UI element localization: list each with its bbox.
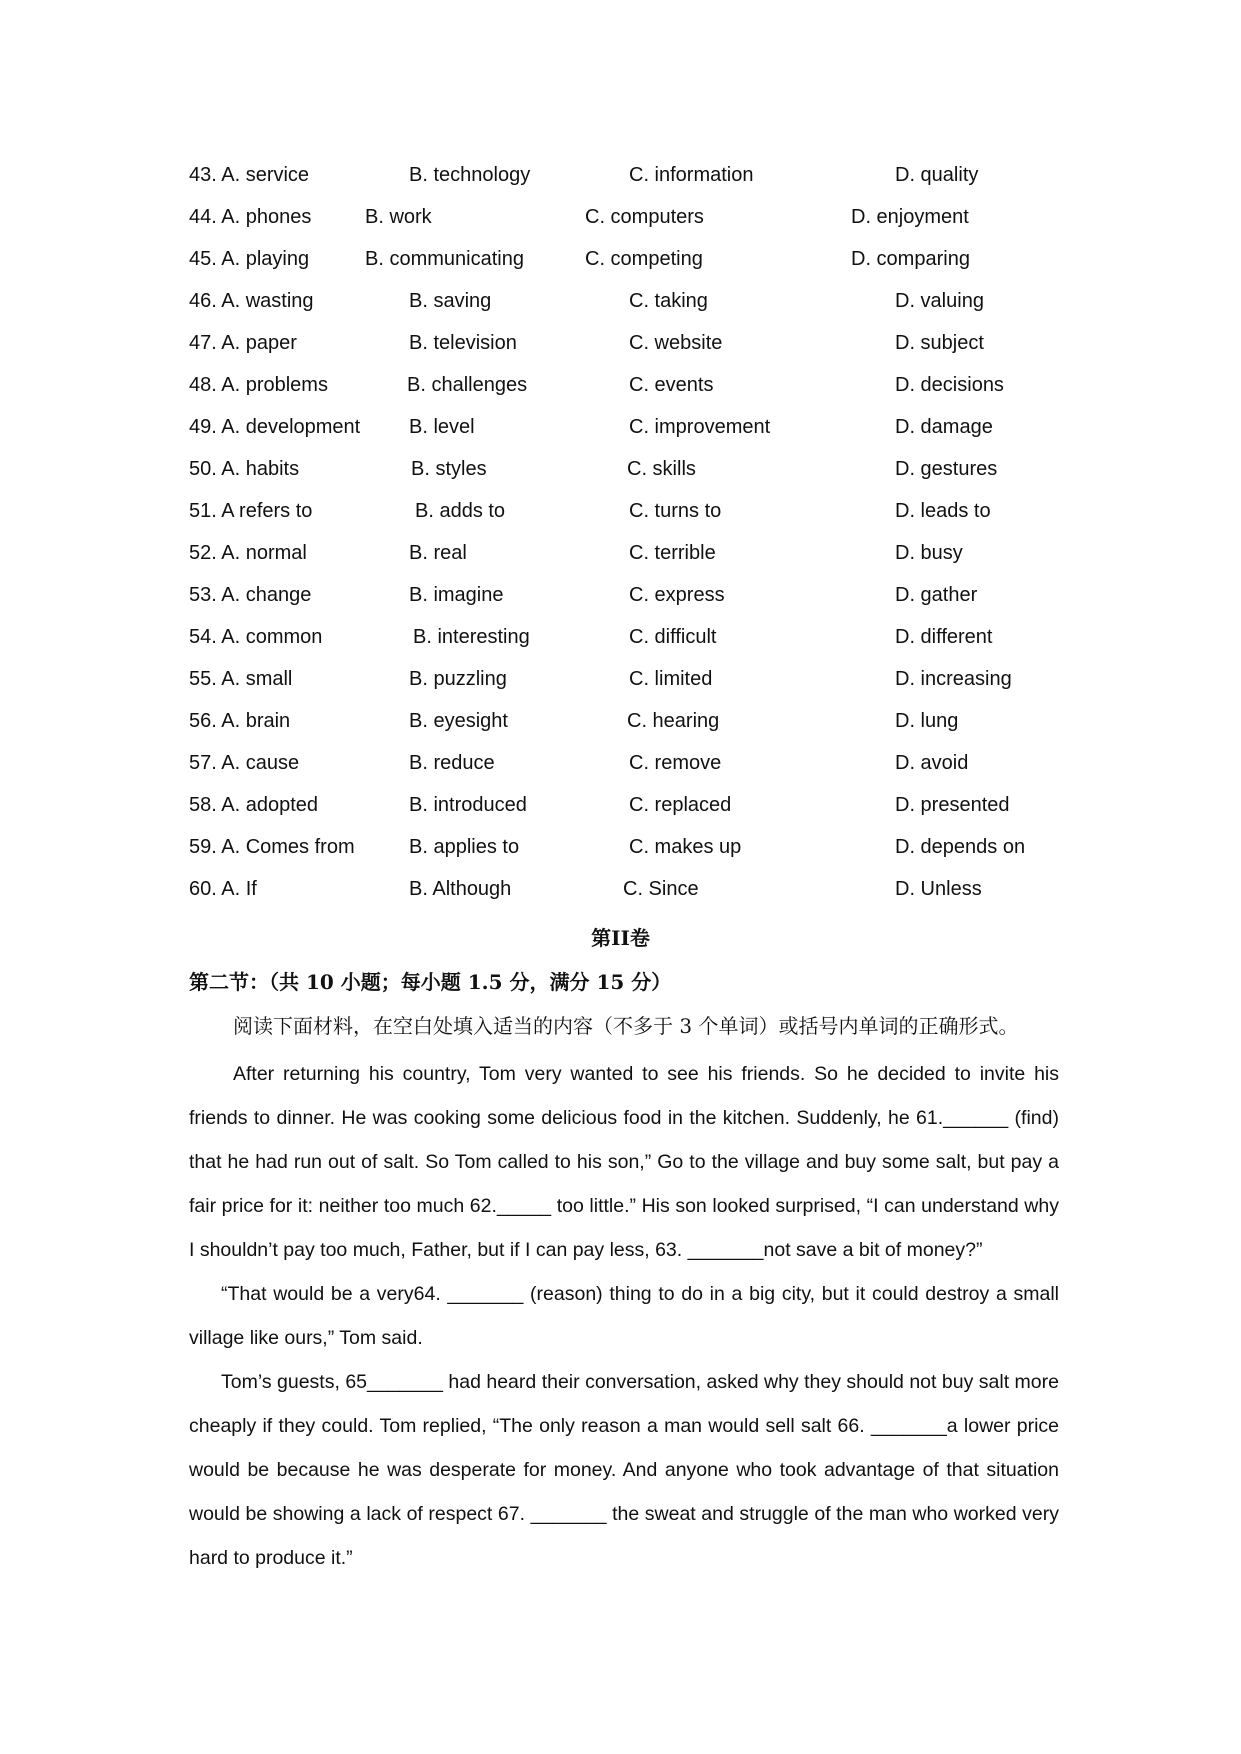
question-option-a: 43. A. service	[189, 164, 310, 186]
choice-row	[189, 667, 1089, 709]
question-option-a: 45. A. playing	[189, 248, 310, 270]
section-subtitle: 第二节：（共 10 小题；每小题 1.5 分，满分 15 分）	[189, 970, 672, 994]
passage-paragraph-1: After returning his country, Tom very wanted to see his friends. So he decided to invite his friends to dinner. He was cooking some delicious food in the kitchen. Suddenly, he 61.______ (find) that he had run out of salt. So Tom called to his son,” Go to the village and buy some salt, but pay a fair price for it: neither too much 62._____ too little.” His son looked surprised, “I can understand why I shouldn’t pay too much, Father, but if I can pay less, 63. _______not save a bit of money?”	[189, 1063, 1059, 1261]
option-c: C. difficult	[629, 626, 717, 648]
option-b: B. saving	[409, 290, 492, 312]
option-c: C. website	[629, 332, 723, 354]
option-d: D. quality	[895, 164, 979, 186]
question-option-a: 60. A. If	[189, 878, 257, 900]
option-b: B. technology	[409, 164, 531, 186]
option-c: C. skills	[627, 458, 696, 480]
choice-row	[189, 793, 1089, 835]
option-c: C. remove	[629, 752, 722, 774]
choice-row	[189, 541, 1089, 583]
question-option-a: 56. A. brain	[189, 710, 291, 732]
question-option-a: 49. A. development	[189, 416, 361, 438]
choice-row	[189, 415, 1089, 457]
choice-row	[189, 457, 1089, 499]
option-c: C. hearing	[627, 710, 720, 732]
option-d: D. lung	[895, 710, 959, 732]
choice-row	[189, 289, 1089, 331]
option-d: D. valuing	[895, 290, 984, 312]
choice-row	[189, 625, 1089, 667]
choice-row	[189, 751, 1089, 793]
option-d: D. enjoyment	[851, 206, 969, 228]
option-d: D. avoid	[895, 752, 969, 774]
option-b: B. communicating	[365, 248, 524, 270]
question-option-a: 59. A. Comes from	[189, 836, 355, 858]
option-c: C. replaced	[629, 794, 732, 816]
option-b: B. challenges	[407, 374, 528, 396]
question-option-a: 54. A. common	[189, 626, 323, 648]
option-c: C. limited	[629, 668, 713, 690]
option-b: B. real	[409, 542, 467, 564]
option-b: B. applies to	[409, 836, 520, 858]
option-b: B. Although	[409, 878, 512, 900]
choice-row	[189, 835, 1089, 877]
choice-row	[189, 331, 1089, 373]
option-c: C. events	[629, 374, 714, 396]
option-b: B. reduce	[409, 752, 495, 774]
option-b: B. work	[365, 206, 432, 228]
option-d: D. different	[895, 626, 993, 648]
question-option-a: 53. A. change	[189, 584, 312, 606]
option-c: C. terrible	[629, 542, 716, 564]
option-d: D. busy	[895, 542, 963, 564]
option-b: B. puzzling	[409, 668, 507, 690]
option-c: C. Since	[623, 878, 699, 900]
option-c: C. turns to	[629, 500, 722, 522]
option-d: D. subject	[895, 332, 984, 354]
choice-row	[189, 583, 1089, 625]
option-b: B. interesting	[413, 626, 530, 648]
question-option-a: 57. A. cause	[189, 752, 300, 774]
choice-row	[189, 163, 1089, 205]
answer-choices	[189, 163, 1089, 919]
option-b: B. level	[409, 416, 475, 438]
option-b: B. television	[409, 332, 517, 354]
option-c: C. makes up	[629, 836, 742, 858]
question-option-a: 51. A refers to	[189, 500, 313, 522]
option-b: B. imagine	[409, 584, 504, 606]
choice-row	[189, 247, 1089, 289]
option-d: D. gestures	[895, 458, 998, 480]
option-b: B. styles	[411, 458, 487, 480]
option-c: C. taking	[629, 290, 708, 312]
section-instruction: 阅读下面材料，在空白处填入适当的内容（不多于 3 个单词）或括号内单词的正确形式。	[233, 1014, 1019, 1038]
passage-paragraph-3: Tom’s guests, 65_______ had heard their conversation, asked why they should not buy salt more cheaply if they could. Tom replied, “The only reason a man would sell salt 66. _______a lower price would be because he was desperate for money. And anyone who took advantage of that situation would be showing a lack of respect 67. _______ the sweat and struggle of the man who worked very hard to produce it.”	[189, 1371, 1059, 1569]
option-d: D. increasing	[895, 668, 1012, 690]
option-d: D. leads to	[895, 500, 991, 522]
question-option-a: 52. A. normal	[189, 542, 307, 564]
option-c: C. competing	[585, 248, 703, 270]
option-c: C. improvement	[629, 416, 771, 438]
question-option-a: 50. A. habits	[189, 458, 300, 480]
question-option-a: 46. A. wasting	[189, 290, 314, 312]
question-option-a: 55. A. small	[189, 668, 293, 690]
option-b: B. introduced	[409, 794, 527, 816]
option-d: D. decisions	[895, 374, 1004, 396]
choice-row	[189, 205, 1089, 247]
question-option-a: 48. A. problems	[189, 374, 328, 396]
option-c: C. express	[629, 584, 725, 606]
choice-row	[189, 877, 1089, 919]
passage-paragraph-2: “That would be a very64. _______ (reason) thing to do in a big city, but it could destroy a small village like ours,” Tom said.	[189, 1283, 1059, 1349]
option-d: D. presented	[895, 794, 1010, 816]
option-d: D. comparing	[851, 248, 970, 270]
option-d: D. gather	[895, 584, 978, 606]
reading-passage	[189, 1052, 1059, 1580]
choice-row	[189, 709, 1089, 751]
question-option-a: 47. A. paper	[189, 332, 297, 354]
option-c: C. information	[629, 164, 754, 186]
option-b: B. adds to	[415, 500, 506, 522]
question-option-a: 58. A. adopted	[189, 794, 319, 816]
section-title: 第II卷	[591, 926, 650, 950]
option-c: C. computers	[585, 206, 704, 228]
option-d: D. damage	[895, 416, 993, 438]
option-d: D. depends on	[895, 836, 1026, 858]
question-option-a: 44. A. phones	[189, 206, 312, 228]
choice-row	[189, 373, 1089, 415]
option-d: D. Unless	[895, 878, 982, 900]
choice-row	[189, 499, 1089, 541]
option-b: B. eyesight	[409, 710, 508, 732]
